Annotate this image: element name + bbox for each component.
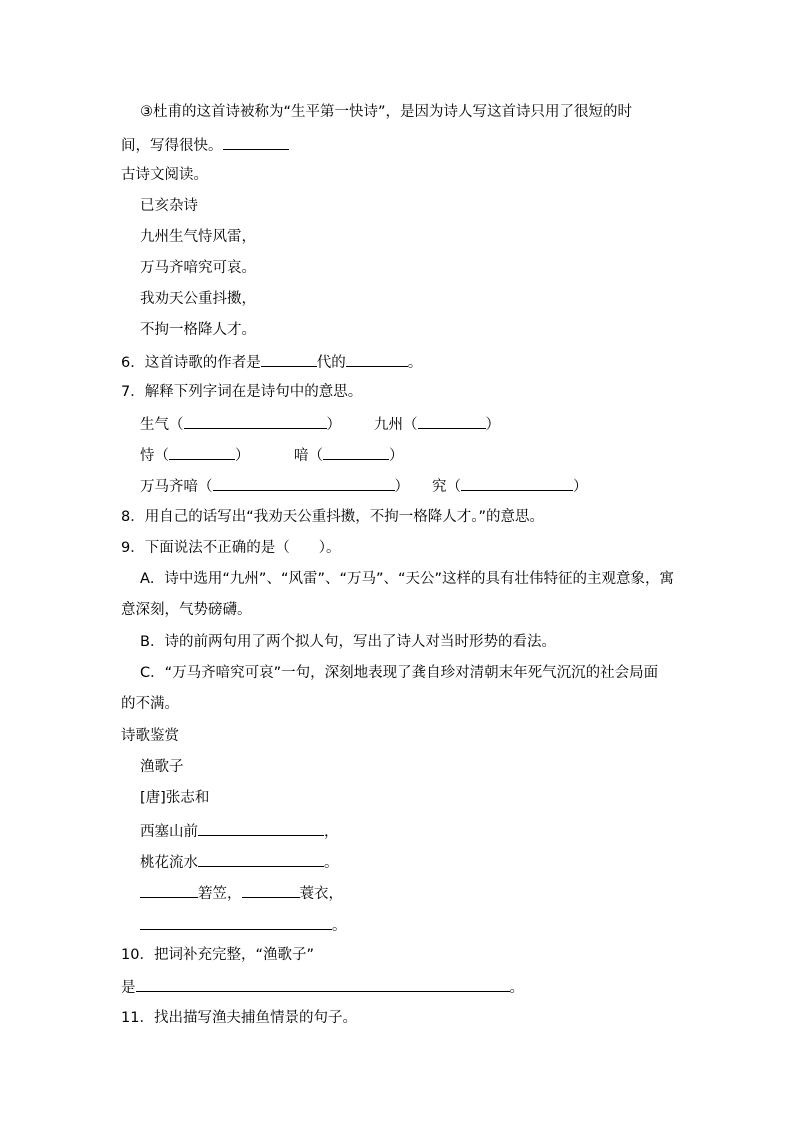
poem2-line-3-blank-1[interactable] [140, 882, 198, 898]
question-7: 7．解释下列字词在是诗句中的意思。 [121, 384, 363, 400]
poem2-line-3 [140, 882, 343, 904]
paren-close: ） [389, 448, 404, 464]
question-6 [121, 351, 422, 373]
paren-close: ） [573, 479, 588, 495]
q6-text-3: 。 [407, 355, 423, 371]
q7-shengqi [140, 413, 341, 435]
q7-wanma [140, 475, 409, 497]
poem1-line-4: 不拘一格降人才。 [140, 322, 256, 338]
poem2-line-2-punct: 。 [324, 855, 339, 871]
poem2-line-4-blank[interactable] [140, 914, 332, 930]
q6-author-blank[interactable] [261, 351, 317, 367]
q10-text: 是 [121, 980, 136, 996]
q7-shengqi-blank[interactable] [184, 413, 327, 429]
q6-text-2: 代的 [316, 355, 346, 371]
poem2-line-3-blank-2[interactable] [242, 882, 300, 898]
q7-wanma-label: 万马齐喑（ [140, 479, 213, 495]
poem2-line-4-punct: 。 [332, 918, 347, 934]
q7-jiu-blank[interactable] [461, 475, 573, 491]
q10-answer-line [121, 976, 524, 998]
paren-close: ） [485, 417, 500, 433]
q7-shi [140, 444, 250, 466]
q9-option-c-line-2: 的不满。 [121, 696, 179, 712]
paren-close: ） [326, 417, 341, 433]
poem2-line-3-text-2: 蓑衣， [299, 886, 343, 902]
poem2-line-1 [140, 820, 339, 842]
q7-yin-label: 喑（ [294, 448, 323, 464]
q7-yin [294, 444, 404, 466]
poem1-line-2: 万马齐喑究可哀。 [140, 260, 256, 276]
q10-punct: 。 [509, 980, 524, 996]
poem2-line-1-text: 西塞山前 [140, 824, 198, 840]
q7-jiu-label: 究（ [432, 479, 461, 495]
q7-jiuzhou [374, 413, 500, 435]
question-9: 9．下面说法不正确的是（ ）。 [121, 540, 341, 556]
q5-3-line-2 [121, 134, 289, 156]
q7-jiuzhou-blank[interactable] [418, 413, 486, 429]
section-ancient-poetry: 古诗文阅读。 [121, 167, 208, 183]
poem1-title: 已亥杂诗 [140, 198, 198, 214]
q9-option-b: B．诗的前两句用了两个拟人句，写出了诗人对当时形势的看法。 [140, 634, 556, 650]
question-8: 8．用自己的话写出“我劝天公重抖擞，不拘一格降人才。”的意思。 [121, 509, 544, 525]
q6-text-1: 6．这首诗歌的作者是 [121, 355, 261, 371]
poem2-title: 渔歌子 [140, 759, 184, 775]
q7-jiuzhou-label: 九州（ [374, 417, 418, 433]
q6-dynasty-blank[interactable] [346, 351, 408, 367]
question-10: 10．把词补充完整，“渔歌子” [121, 947, 314, 963]
paren-close: ） [235, 448, 250, 464]
q7-shengqi-label: 生气（ [140, 417, 184, 433]
poem2-line-4 [140, 914, 347, 936]
question-11: 11．找出描写渔夫捕鱼情景的句子。 [121, 1010, 357, 1026]
q7-jiu [432, 475, 588, 497]
q7-wanma-blank[interactable] [213, 475, 395, 491]
poem1-line-3: 我劝天公重抖擞， [140, 291, 256, 307]
q5-3-text: 间，写得很快。 [121, 138, 223, 154]
q7-yin-blank[interactable] [323, 444, 389, 460]
poem2-author: [唐]张志和 [140, 790, 210, 806]
poem2-line-1-punct: ， [324, 824, 339, 840]
q7-shi-label: 恃（ [140, 448, 169, 464]
q9-option-a-line-1: A．诗中选用“九州”、“风雷”、“万马”、“天公”这样的具有壮伟特征的主观意象，寓 [140, 571, 675, 587]
paren-close: ） [394, 479, 409, 495]
q10-answer-blank[interactable] [136, 976, 510, 992]
q9-option-c-line-1: C．“万马齐喑究可哀”一句，深刻地表现了龚自珍对清朝末年死气沉沉的社会局面 [140, 665, 659, 681]
poem2-line-2 [140, 851, 339, 873]
poem1-line-1: 九州生气恃风雷， [140, 229, 256, 245]
poem2-line-2-blank[interactable] [198, 851, 324, 867]
q9-option-a-line-2: 意深刻，气势磅礴。 [121, 602, 252, 618]
q5-3-answer-blank[interactable] [223, 134, 289, 150]
poem2-line-1-blank[interactable] [198, 820, 324, 836]
section-poetry-appreciation: 诗歌鉴赏 [121, 728, 179, 744]
q7-shi-blank[interactable] [169, 444, 235, 460]
poem2-line-3-text-1: 箬笠， [198, 886, 242, 902]
poem2-line-2-text: 桃花流水 [140, 855, 198, 871]
q5-3-line-1: ③杜甫的这首诗被称为“生平第一快诗”，是因为诗人写这首诗只用了很短的时 [140, 104, 633, 120]
